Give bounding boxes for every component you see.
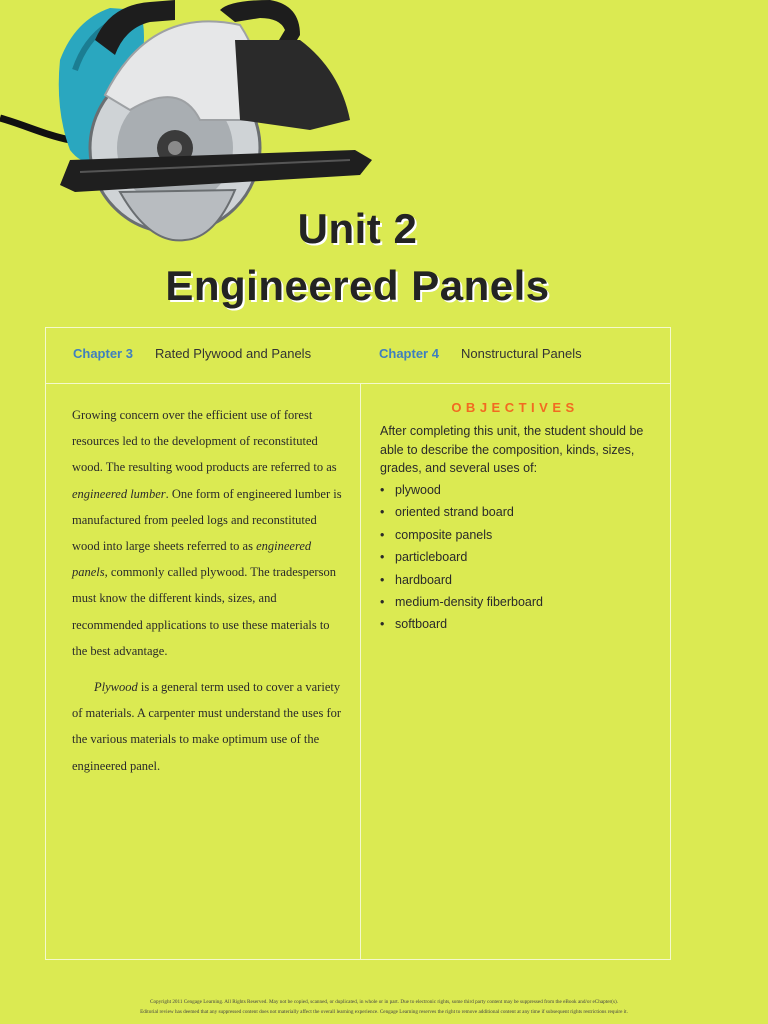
- chapter-3-heading: [73, 346, 311, 361]
- bullet-icon: •: [380, 617, 385, 632]
- chapter-number: Chapter 3: [73, 346, 133, 361]
- list-item: • plywood: [380, 483, 441, 497]
- objectives-intro: After completing this unit, the student should be able to describe the composition, kinds, sizes, grades, and several uses of:: [380, 424, 644, 475]
- horizontal-divider: [46, 383, 670, 384]
- bullet-icon: •: [380, 550, 385, 565]
- objectives-heading: OBJECTIVES: [451, 400, 579, 415]
- bullet-icon: •: [380, 572, 385, 587]
- bullet-icon: •: [380, 527, 385, 542]
- vertical-divider: [360, 383, 361, 959]
- chapter-title: Nonstructural Panels: [460, 346, 582, 361]
- objectives-list: [380, 481, 543, 638]
- chapter-title: Rated Plywood and Panels: [154, 346, 312, 361]
- paragraph: Growing concern over the efficient use of forest resources led to the development of reconstituted wood. The resulting wood products are referred to as engineered lumber. One form of engineered lumber is manufactured from peeled logs and reconstituted wood into large sheets referred to as engineered panels, commonly called plywood. The tradesperson must know the different kinds, sizes, and recommended applications to use these materials to the best advantage.: [72, 408, 342, 658]
- chapter-number: Chapter 4: [379, 346, 439, 361]
- list-item: • particleboard: [380, 550, 468, 565]
- copyright-line-1: Copyright 2011 Cengage Learning. All Rights Reserved. May not be copied, scanned, or duplicated, in whole or in part. Due to electronic rights, some third party content may be suppressed from the eBook and/or eChapter(s).: [149, 999, 618, 1005]
- paragraph: Plywood is a general term used to cover a variety of materials. A carpenter must understand the uses for the various materials to make optimum use of the engineered panel.: [72, 680, 342, 773]
- bullet-icon: •: [380, 505, 385, 520]
- list-item: • composite panels: [380, 527, 493, 542]
- list-item: • medium-density fiberboard: [380, 594, 543, 609]
- introduction-text: [72, 402, 342, 779]
- bullet-icon: •: [380, 483, 385, 497]
- copyright-line-2: Editorial review has deemed that any suppressed content does not materially affect the overall learning experience. Cengage Learning reserves the right to remove additional content at any time if subsequent rights restrictions require it.: [140, 1009, 628, 1015]
- content-box: [45, 327, 671, 960]
- list-item: • softboard: [380, 617, 448, 632]
- bullet-icon: •: [380, 594, 385, 609]
- unit-number: Unit 2: [297, 205, 418, 252]
- chapter-4-heading: [379, 346, 582, 361]
- list-item: • oriented strand board: [380, 505, 514, 520]
- unit-title: Engineered Panels: [165, 262, 550, 309]
- list-item: • hardboard: [380, 572, 452, 587]
